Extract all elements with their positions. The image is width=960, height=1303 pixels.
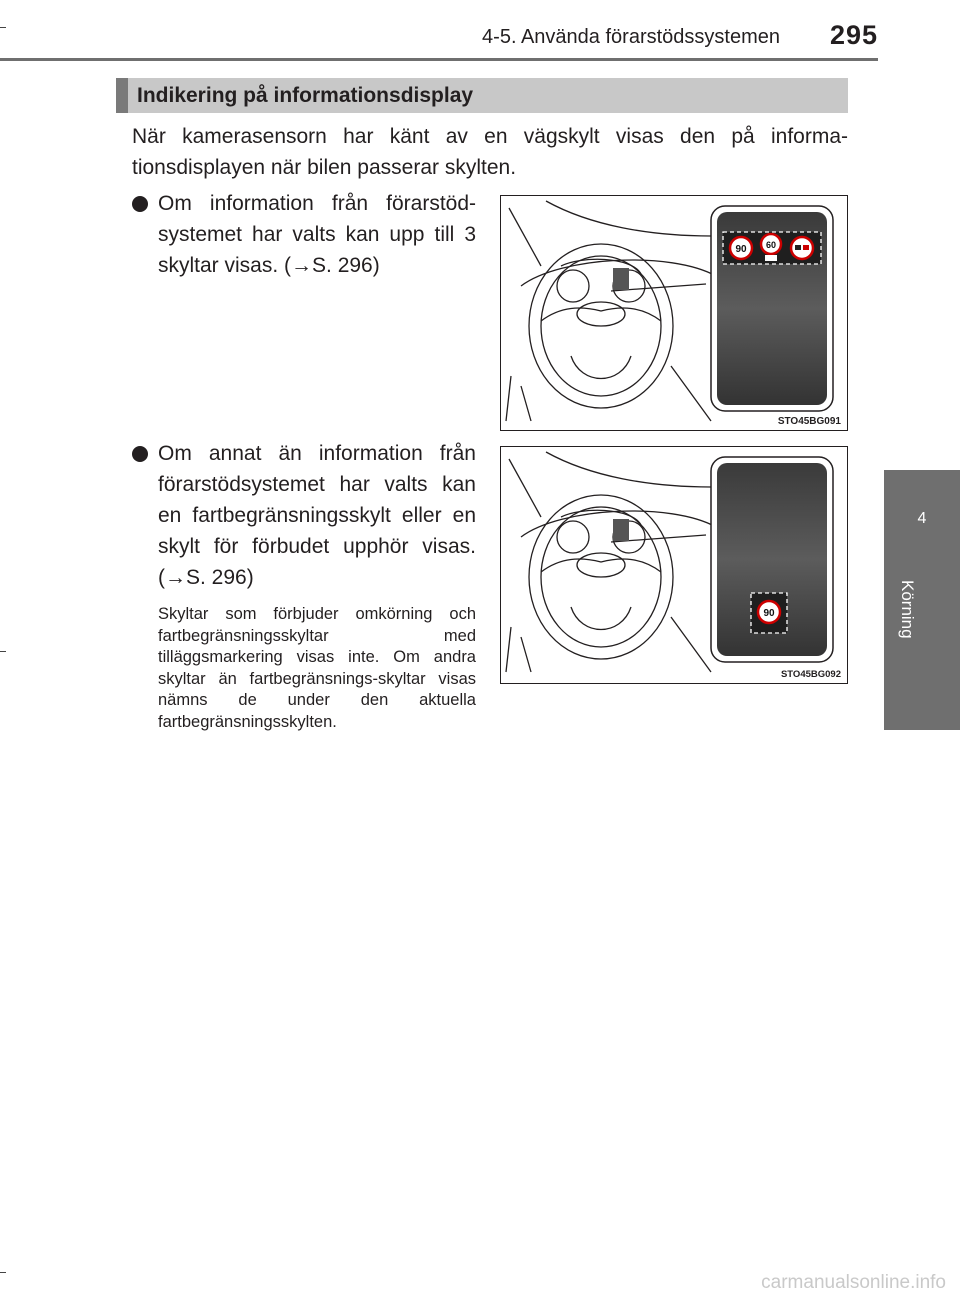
chapter-number: 4 [917,510,927,527]
console-lines [506,617,711,672]
supplementary-plate-icon [765,255,777,261]
crop-mark [0,1272,6,1273]
figure-code: STO45BG092 [780,669,841,680]
figure-code: STO45BG091 [777,416,841,427]
steering-spoke [541,308,661,321]
intro-paragraph: När kamerasensorn har känt av en vägskylt visas den på informa-tionsdisplayen när bilen passerar skylten. [132,125,848,179]
dashboard-drawing [501,196,846,429]
section-heading: Indikering på informationsdisplay [137,84,474,107]
a-pillar-line [509,459,541,517]
bullet-text: Om information från förarstöd-systemet har valts kan upp till 3 skyltar visas. (→S. 296) [158,192,476,277]
crop-mark [0,27,6,28]
console-lines [506,366,711,421]
airbag-hub [577,302,625,326]
gauge-left [557,270,589,302]
dashboard-illustration-single-sign [500,446,848,684]
no-overtaking-sign-icon [791,237,813,259]
bullet-icon [132,196,148,212]
watermark: carmanualsonline.info [761,1272,946,1293]
bullet-icon [132,446,148,462]
a-pillar-line [509,208,541,266]
chapter-label: Körning [898,580,917,639]
gauge-left [557,521,589,553]
page-number: 295 [830,20,879,50]
sign-value: 90 [763,608,775,619]
dashboard-illustration-three-signs [500,195,848,431]
bullet-text: Om annat än information från förarstödsystemet har valts kan en fartbegränsningsskylt eller en skylt för förbudet upphör visas. (→S. 296) [158,442,476,589]
header-rule [0,58,878,61]
airbag-hub [577,553,625,577]
crop-mark [0,651,6,652]
chapter-tab [884,470,960,730]
windshield-line [546,201,711,236]
windshield-line [546,452,711,487]
sign-value: 60 [765,240,777,250]
steering-spoke [541,559,661,572]
dashboard-drawing [501,447,846,682]
note-paragraph: Skyltar som förbjuder omkörning och fartbegränsningsskyltar med tilläggsmarkering visas inte. Om andra skyltar än fartbegränsnings-skyltar visas nämns de under den aktuella fartbegränsningsskylten. [158,605,476,731]
sign-value: 90 [735,244,747,255]
section-path: 4-5. Använda förarstödssystemen [482,26,780,48]
